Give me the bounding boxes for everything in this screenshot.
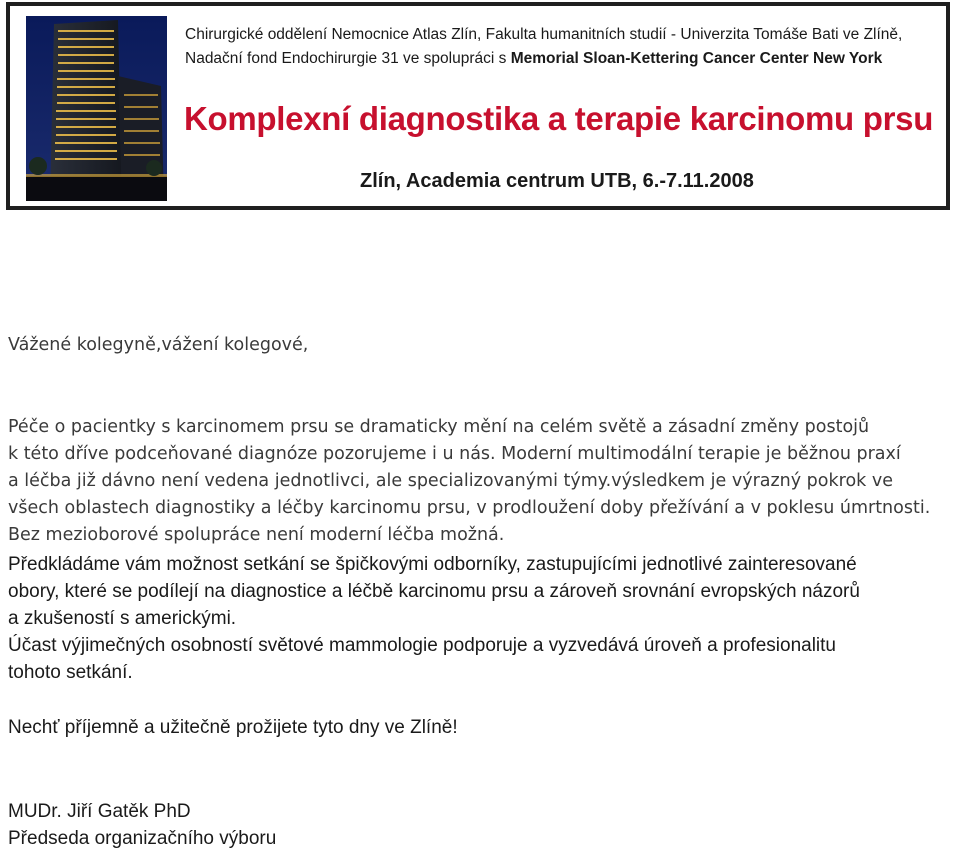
greeting: Vážené kolegyně,vážení kolegové,	[8, 335, 309, 355]
event-title: Komplexní diagnostika a terapie karcinomu prsu	[184, 100, 934, 137]
paragraph-1-line: Bez mezioborové spolupráce není moderní léčba možná.	[8, 525, 505, 545]
organizers-line-2	[185, 50, 882, 68]
paragraph-2-line: tohoto setkání.	[8, 662, 133, 683]
event-place-date: Zlín, Academia centrum UTB, 6.-7.11.2008	[360, 170, 754, 192]
paragraph-2-line: obory, které se podílejí na diagnostice a léčbě karcinomu prsu a zároveň srovnání evropských názorů	[8, 581, 860, 602]
header-banner	[6, 2, 950, 210]
paragraph-1-line: Péče o pacientky s karcinomem prsu se dramaticky mění na celém světě a zásadní změny postojů	[8, 417, 870, 437]
paragraph-2-line: a zkušeností s americkými.	[8, 608, 237, 629]
partner-institution: Memorial Sloan-Kettering Cancer Center New York	[510, 50, 883, 67]
building-photo	[26, 16, 167, 201]
paragraph-2-line: Předkládáme vám možnost setkání se špičkovými odborníky, zastupujícími jednotlivé zainteresované	[8, 554, 857, 575]
organizers-line-2-text: Nadační fond Endochirurgie 31 ve spolupráci s	[185, 50, 511, 67]
signature-role: Předseda organizačního výboru	[8, 828, 277, 849]
paragraph-1-line: a léčba již dávno není vedena jednotlivci, ale specializovanými týmy.výsledkem je výrazný pokrok ve	[8, 471, 893, 491]
signature-name: MUDr. Jiří Gatěk PhD	[8, 801, 191, 822]
organizers-line-1: Chirurgické oddělení Nemocnice Atlas Zlín, Fakulta humanitních studií - Univerzita Tomáše Bati ve Zlíně,	[185, 26, 903, 43]
paragraph-1-line: všech oblastech diagnostiky a léčby karcinomu prsu, v prodloužení doby přežívání a v poklesu úmrtnosti.	[8, 498, 931, 518]
paragraph-2-line: Účast výjimečných osobností světové mammologie podporuje a vyzvedává úroveň a profesionalitu	[8, 635, 836, 656]
paragraph-1-line: k této dříve podceňované diagnóze pozorujeme i u nás. Moderní multimodální terapie je běžnou praxí	[8, 444, 901, 464]
closing-line: Nechť příjemně a užitečně prožijete tyto dny ve Zlíně!	[8, 717, 458, 738]
